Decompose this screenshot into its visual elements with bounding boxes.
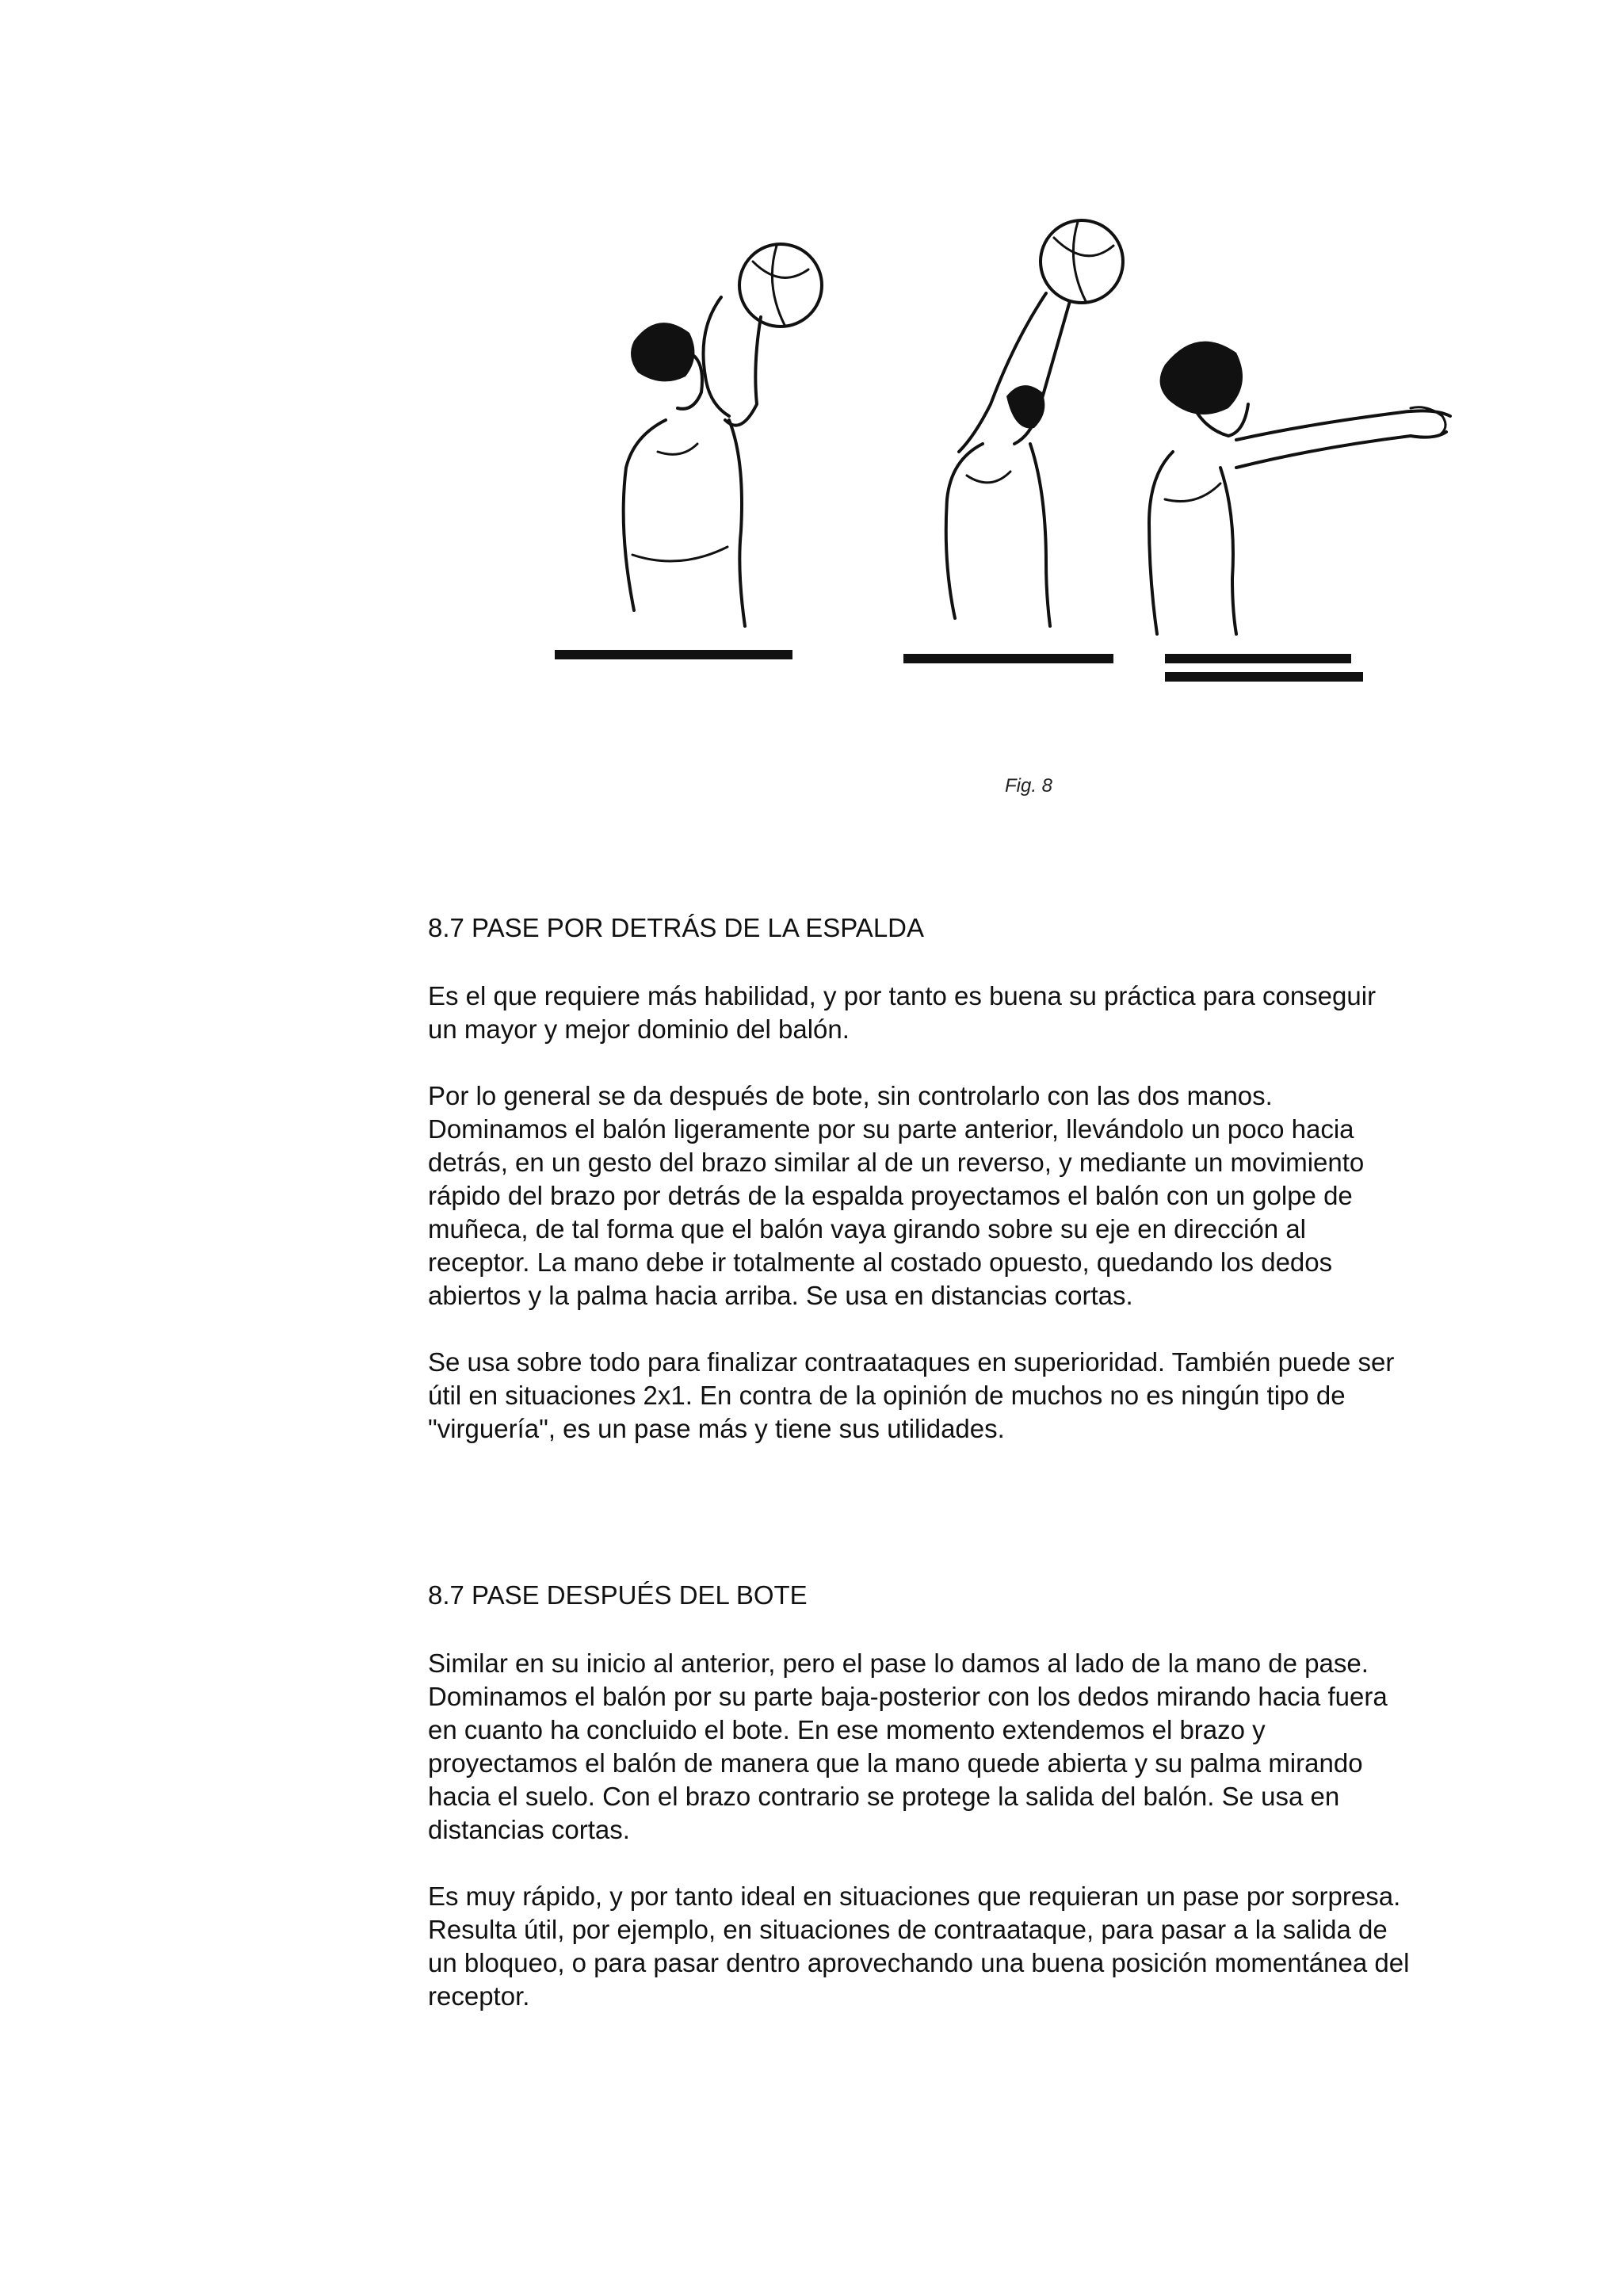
section-pase-por-detras (428, 911, 1411, 1446)
illegible-label-3a (1165, 654, 1351, 663)
paragraph: Es muy rápido, y por tanto ideal en situaciones que requieran un pase por sorpresa. Resulta útil, por ejemplo, en situaciones de contraataque, para pasar a la salida de un bloqueo, o para pasar dentro aprovechando una buena posición momentánea del receptor. (428, 1881, 1410, 2011)
paragraph: Similar en su inicio al anterior, pero el pase lo damos al lado de la mano de pase. Dominamos el balón por su parte baja-posterior con los dedos mirando hacia fuera en cuanto ha concluido el bote. En ese momento extendemos el brazo y proyectamos el balón de manera que la mano quede abierta y su palma mirando hacia el suelo. Con el brazo contrario se protege la salida del balón. Se usa en distancias cortas. (428, 1648, 1388, 1844)
figure-caption: Fig. 8 (1005, 775, 1053, 797)
figure-8-illustration (539, 214, 1490, 705)
illegible-label-1 (555, 650, 792, 659)
document-body (428, 911, 1411, 2046)
illegible-label-2 (903, 654, 1113, 663)
paragraph: Es el que requiere más habilidad, y por tanto es buena su práctica para conseguir un mayor y mejor dominio del balón. (428, 981, 1377, 1044)
section-spacer (428, 1479, 1411, 1579)
player-figure-3 (1149, 342, 1450, 634)
section-title: 8.7 PASE POR DETRÁS DE LA ESPALDA (428, 913, 925, 942)
player-figure-1 (624, 244, 822, 626)
player-figure-2 (946, 220, 1123, 626)
shooting-sequence-drawing (539, 214, 1490, 705)
section-title: 8.7 PASE DESPUÉS DEL BOTE (428, 1580, 808, 1610)
illegible-label-3b (1165, 672, 1363, 682)
section-pase-despues-del-bote (428, 1579, 1411, 2013)
paragraph: Por lo general se da después de bote, sin controlarlo con las dos manos. Dominamos el balón ligeramente por su parte anterior, llevándolo un poco hacia detrás, en un gesto del brazo similar al de un reverso, y mediante un movimiento rápido del brazo por detrás de la espalda proyectamos el balón con un golpe de muñeca, de tal forma que el balón vaya girando sobre su eje en dirección al receptor. La mano debe ir totalmente al costado opuesto, quedando los dedos abiertos y la palma hacia arriba. Se usa en distancias cortas. (428, 1081, 1365, 1310)
paragraph: Se usa sobre todo para finalizar contraataques en superioridad. También puede ser útil en situaciones 2x1. En contra de la opinión de muchos no es ningún tipo de "virguería", es un pase más y tiene sus utilidades. (428, 1347, 1395, 1443)
